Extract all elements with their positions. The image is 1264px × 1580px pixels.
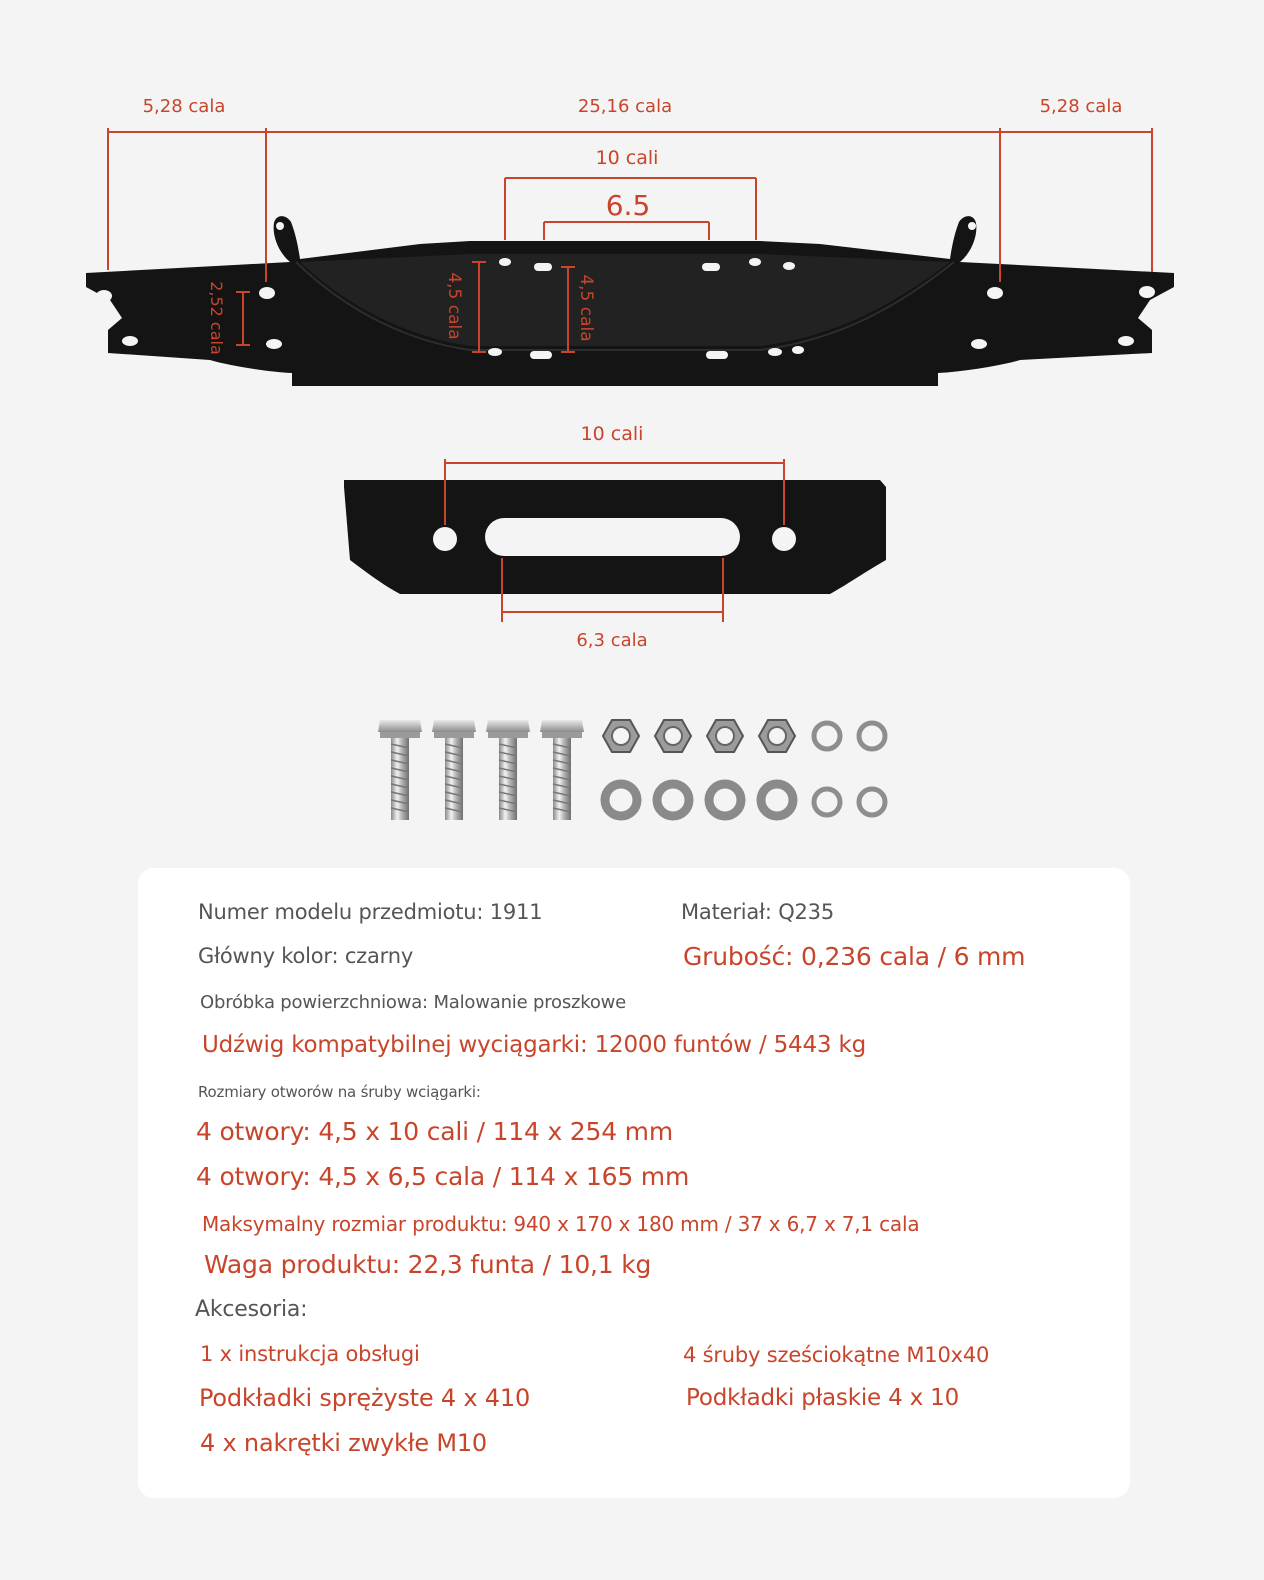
acc-flat-washers: Podkładki płaskie 4 x 10 — [686, 1385, 960, 1411]
dim-outer-pattern: 10 cali — [595, 147, 659, 169]
flat-washers — [605, 784, 793, 816]
dim-fairlead-holes: 10 cali — [580, 423, 644, 445]
acc-bolts: 4 śruby sześciokątne M10x40 — [683, 1343, 990, 1367]
spec-weight: Waga produktu: 22,3 funta / 10,1 kg — [204, 1250, 652, 1279]
spec-color: Główny kolor: czarny — [198, 944, 414, 968]
spec-surface: Obróbka powierzchniowa: Malowanie proszkowe — [200, 992, 627, 1013]
mounting-plate — [86, 216, 1174, 386]
spec-holes-1: 4 otwory: 4,5 x 10 cali / 114 x 254 mm — [196, 1117, 673, 1146]
spec-material: Materiał: Q235 — [681, 900, 835, 924]
dim-inner-pattern: 6.5 — [605, 189, 651, 222]
spring-washers — [814, 723, 885, 815]
acc-nuts: 4 x nakrętki zwykłe M10 — [200, 1429, 487, 1457]
dim-fairlead-slot: 6,3 cala — [576, 630, 648, 651]
dim-pattern-depth-left: 4,5 cala — [444, 272, 464, 340]
accessories-title: Akcesoria: — [195, 1297, 308, 1322]
hex-nuts — [603, 720, 795, 752]
dim-right-ear: 5,28 cala — [1039, 96, 1123, 117]
spec-thickness: Grubość: 0,236 cala / 6 mm — [683, 942, 1026, 971]
hex-bolts — [378, 720, 584, 820]
fairlead-plate — [344, 480, 886, 594]
hardware-set — [378, 720, 885, 820]
dim-overall: 25,16 cala — [577, 96, 673, 117]
spec-max-size: Maksymalny rozmiar produktu: 940 x 170 x 180 mm / 37 x 6,7 x 7,1 cala — [202, 1212, 920, 1236]
spec-capacity: Udźwig kompatybilnej wyciągarki: 12000 funtów / 5443 kg — [202, 1032, 866, 1058]
spec-model: Numer modelu przedmiotu: 1911 — [198, 900, 543, 924]
spec-holes-2: 4 otwory: 4,5 x 6,5 cala / 114 x 165 mm — [196, 1162, 690, 1191]
dim-ear-height: 2,52 cala — [207, 281, 226, 355]
dim-pattern-depth-right: 4,5 cala — [576, 274, 596, 342]
dim-left-ear: 5,28 cala — [142, 96, 226, 117]
acc-spring-washers: Podkładki sprężyste 4 x 410 — [199, 1384, 531, 1412]
spec-holes-title: Rozmiary otworów na śruby wciągarki: — [198, 1083, 481, 1101]
acc-manual: 1 x instrukcja obsługi — [200, 1342, 420, 1366]
